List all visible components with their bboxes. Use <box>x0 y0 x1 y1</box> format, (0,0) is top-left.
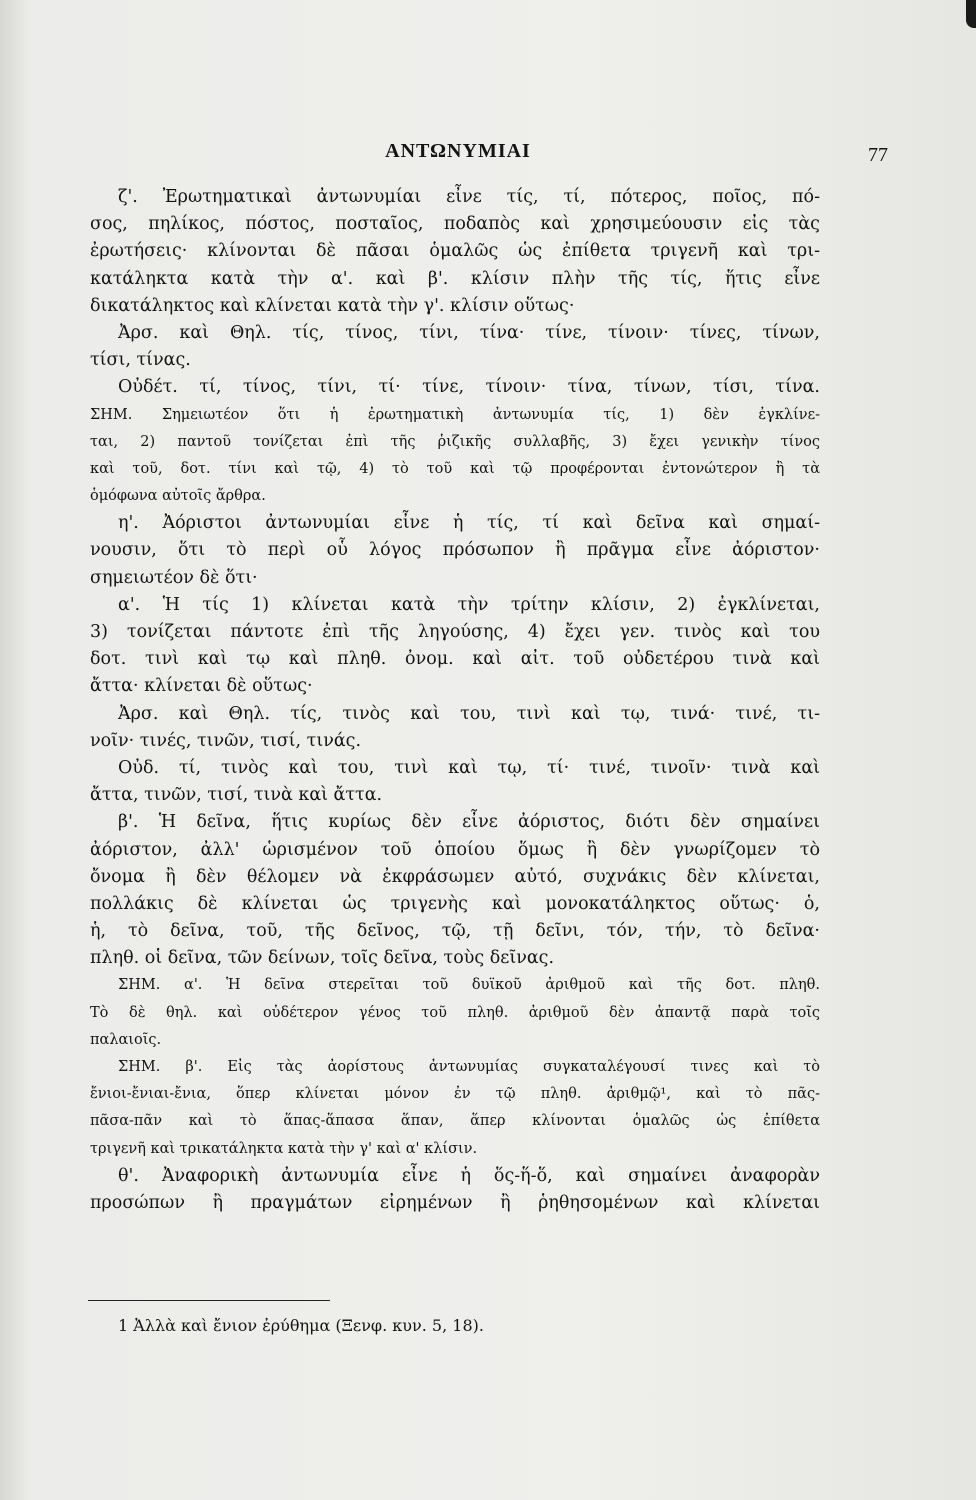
text-line: σος, πηλίκος, πόστος, ποσταῖος, ποδαπὸς καὶ χρησιμεύουσιν εἰς τὰς <box>90 214 820 235</box>
text-line: Οὐδ. τί, τινὸς καὶ του, τινὶ καὶ τῳ, τί· τινέ, τινοῖν· τινὰ καὶ <box>118 757 820 778</box>
text-line: β'. Ἡ δεῖνα, ἥτις κυρίως δὲν εἶνε ἀόριστος, διότι δὲν σημαίνει <box>118 812 820 833</box>
text-line: ται, 2) παντοῦ τονίζεται ἐπὶ τῆς ῥιζικῆς συλλαβῆς, 3) ἔχει γενικὴν τίνος <box>90 433 820 450</box>
text-line: δικατάληκτος καὶ κλίνεται κατὰ τὴν γ'. κλίσιν οὕτως· <box>90 295 575 316</box>
text-line: Ἀρσ. καὶ Θηλ. τίς, τινὸς καὶ του, τινὶ καὶ τῳ, τινά· τινέ, τι- <box>118 703 820 724</box>
text-line: ΣΗΜ. β'. Εἰς τὰς ἀορίστους ἀντωνυμίας συγκαταλέγουσί τινες καὶ τὸ <box>118 1059 820 1075</box>
text-line: ΣΗΜ. Σημειωτέον ὅτι ἡ ἐρωτηματικὴ ἀντωνυμία τίς, 1) δὲν ἐγκλίνε- <box>90 406 820 423</box>
text-line: α'. Ἡ τίς 1) κλίνεται κατὰ τὴν τρίτην κλίσιν, 2) ἐγκλίνεται, <box>118 594 820 615</box>
footnote: 1 Ἀλλὰ καὶ ἔνιον ἐρύθημα (Ξενφ. κυν. 5, 18). <box>118 1316 484 1335</box>
running-head: ΑΝΤΩΝΥΜΙΑΙ <box>385 140 531 162</box>
text-line: κατάληκτα κατὰ τὴν α'. καὶ β'. κλίσιν πλὴν τῆς τίς, ἥτις εἶνε <box>90 268 820 289</box>
text-line: πολλάκις δὲ κλίνεται ὡς τριγενὴς καὶ μονοκατάληκτος οὕτως· ὁ, <box>90 893 820 914</box>
text-line: νουσιν, ὅτι τὸ περὶ οὗ λόγος πρόσωπον ἢ πρᾶγμα εἶνε ἀόριστον· <box>90 540 820 561</box>
text-line: Τὸ δὲ θηλ. καὶ οὐδέτερον γένος τοῦ πληθ. ἀριθμοῦ δὲν ἀπαντᾷ παρὰ τοῖς <box>90 1004 820 1021</box>
text-line: ἡ, τὸ δεῖνα, τοῦ, τῆς δεῖνος, τῷ, τῇ δεῖνι, τόν, τήν, τὸ δεῖνα· <box>90 921 820 942</box>
text-line: ἀόριστον, ἀλλ' ὡρισμένον τοῦ ὁποίου ὅμως ἢ δὲν γνωρίζομεν τὸ <box>90 839 820 860</box>
text-line: τριγενῆ καὶ τρικατάληκτα κατὰ τὴν γ' καὶ α' κλίσιν. <box>90 1140 478 1157</box>
text-line: πᾶσα-πᾶν καὶ τὸ ἅπας-ἅπασα ἅπαν, ἅπερ κλίνονται ὁμαλῶς ὡς ἐπίθετα <box>90 1113 820 1130</box>
text-line: ὄνομα ἢ δὲν θέλομεν νὰ ἐκφράσωμεν αὐτό, συχνάκις δὲν κλίνεται, <box>90 866 820 887</box>
text-line: νοῖν· τινές, τινῶν, τισί, τινάς. <box>90 730 362 751</box>
text-line: παλαιοῖς. <box>90 1031 162 1048</box>
text-line: ὁμόφωνα αὐτοῖς ἄρθρα. <box>90 488 266 505</box>
text-line: καὶ τοῦ, δοτ. τίνι καὶ τῷ, 4) τὸ τοῦ καὶ τῷ προφέρονται ἐντονώτερον ἢ τὰ <box>90 460 820 477</box>
text-line: Οὐδέτ. τί, τίνος, τίνι, τί· τίνε, τίνοιν· τίνα, τίνων, τίσι, τίνα. <box>118 377 820 398</box>
text-line: Ἀρσ. καὶ Θηλ. τίς, τίνος, τίνι, τίνα· τίνε, τίνοιν· τίνες, τίνων, <box>118 322 820 343</box>
text-line: ΣΗΜ. α'. Ἡ δεῖνα στερεῖται τοῦ δυϊκοῦ ἀριθμοῦ καὶ τῆς δοτ. πληθ. <box>118 977 820 994</box>
footnote-rule <box>88 1300 330 1301</box>
text-line: ἄττα, τινῶν, τισί, τινὰ καὶ ἄττα. <box>90 785 383 806</box>
page-number: 77 <box>868 144 888 166</box>
text-line: θ'. Ἀναφορικὴ ἀντωνυμία εἶνε ἡ ὅς-ἥ-ὅ, καὶ σημαίνει ἀναφορὰν <box>118 1165 820 1186</box>
text-line: ζ'. Ἐρωτηματικαὶ ἀντωνυμίαι εἶνε τίς, τί, πότερος, ποῖος, πό- <box>118 187 820 207</box>
page-header <box>90 140 888 176</box>
text-line: ἔνιοι-ἔνιαι-ἔνια, ὅπερ κλίνεται μόνον ἐν τῷ πληθ. ἀριθμῷ¹, καὶ τὸ πᾶς- <box>90 1086 820 1103</box>
text-line: σημειωτέον δὲ ὅτι· <box>90 567 258 588</box>
text-line: δοτ. τινὶ καὶ τῳ καὶ πληθ. ὀνομ. καὶ αἰτ. τοῦ οὐδετέρου τινὰ καὶ <box>90 649 820 670</box>
text-line: ἐρωτήσεις· κλίνονται δὲ πᾶσαι ὁμαλῶς ὡς ἐπίθετα τριγενῆ καὶ τρι- <box>90 241 820 262</box>
text-line: 3) τονίζεται πάντοτε ἐπὶ τῆς ληγούσης, 4) ἔχει γεν. τινὸς καὶ του <box>90 622 820 642</box>
text-line: προσώπων ἢ πραγμάτων εἰρημένων ἢ ῥηθησομένων καὶ κλίνεται <box>90 1192 820 1213</box>
text-line: πληθ. οἱ δεῖνα, τῶν δείνων, τοῖς δεῖνα, τοὺς δεῖνας. <box>90 948 555 969</box>
text-line: τίσι, τίνας. <box>90 350 191 371</box>
scan-corner-mark <box>966 0 976 28</box>
text-line: η'. Ἀόριστοι ἀντωνυμίαι εἶνε ἡ τίς, τί καὶ δεῖνα καὶ σημαί- <box>118 513 820 534</box>
text-line: ἄττα· κλίνεται δὲ οὕτως· <box>90 676 313 697</box>
body-text <box>90 184 820 1217</box>
